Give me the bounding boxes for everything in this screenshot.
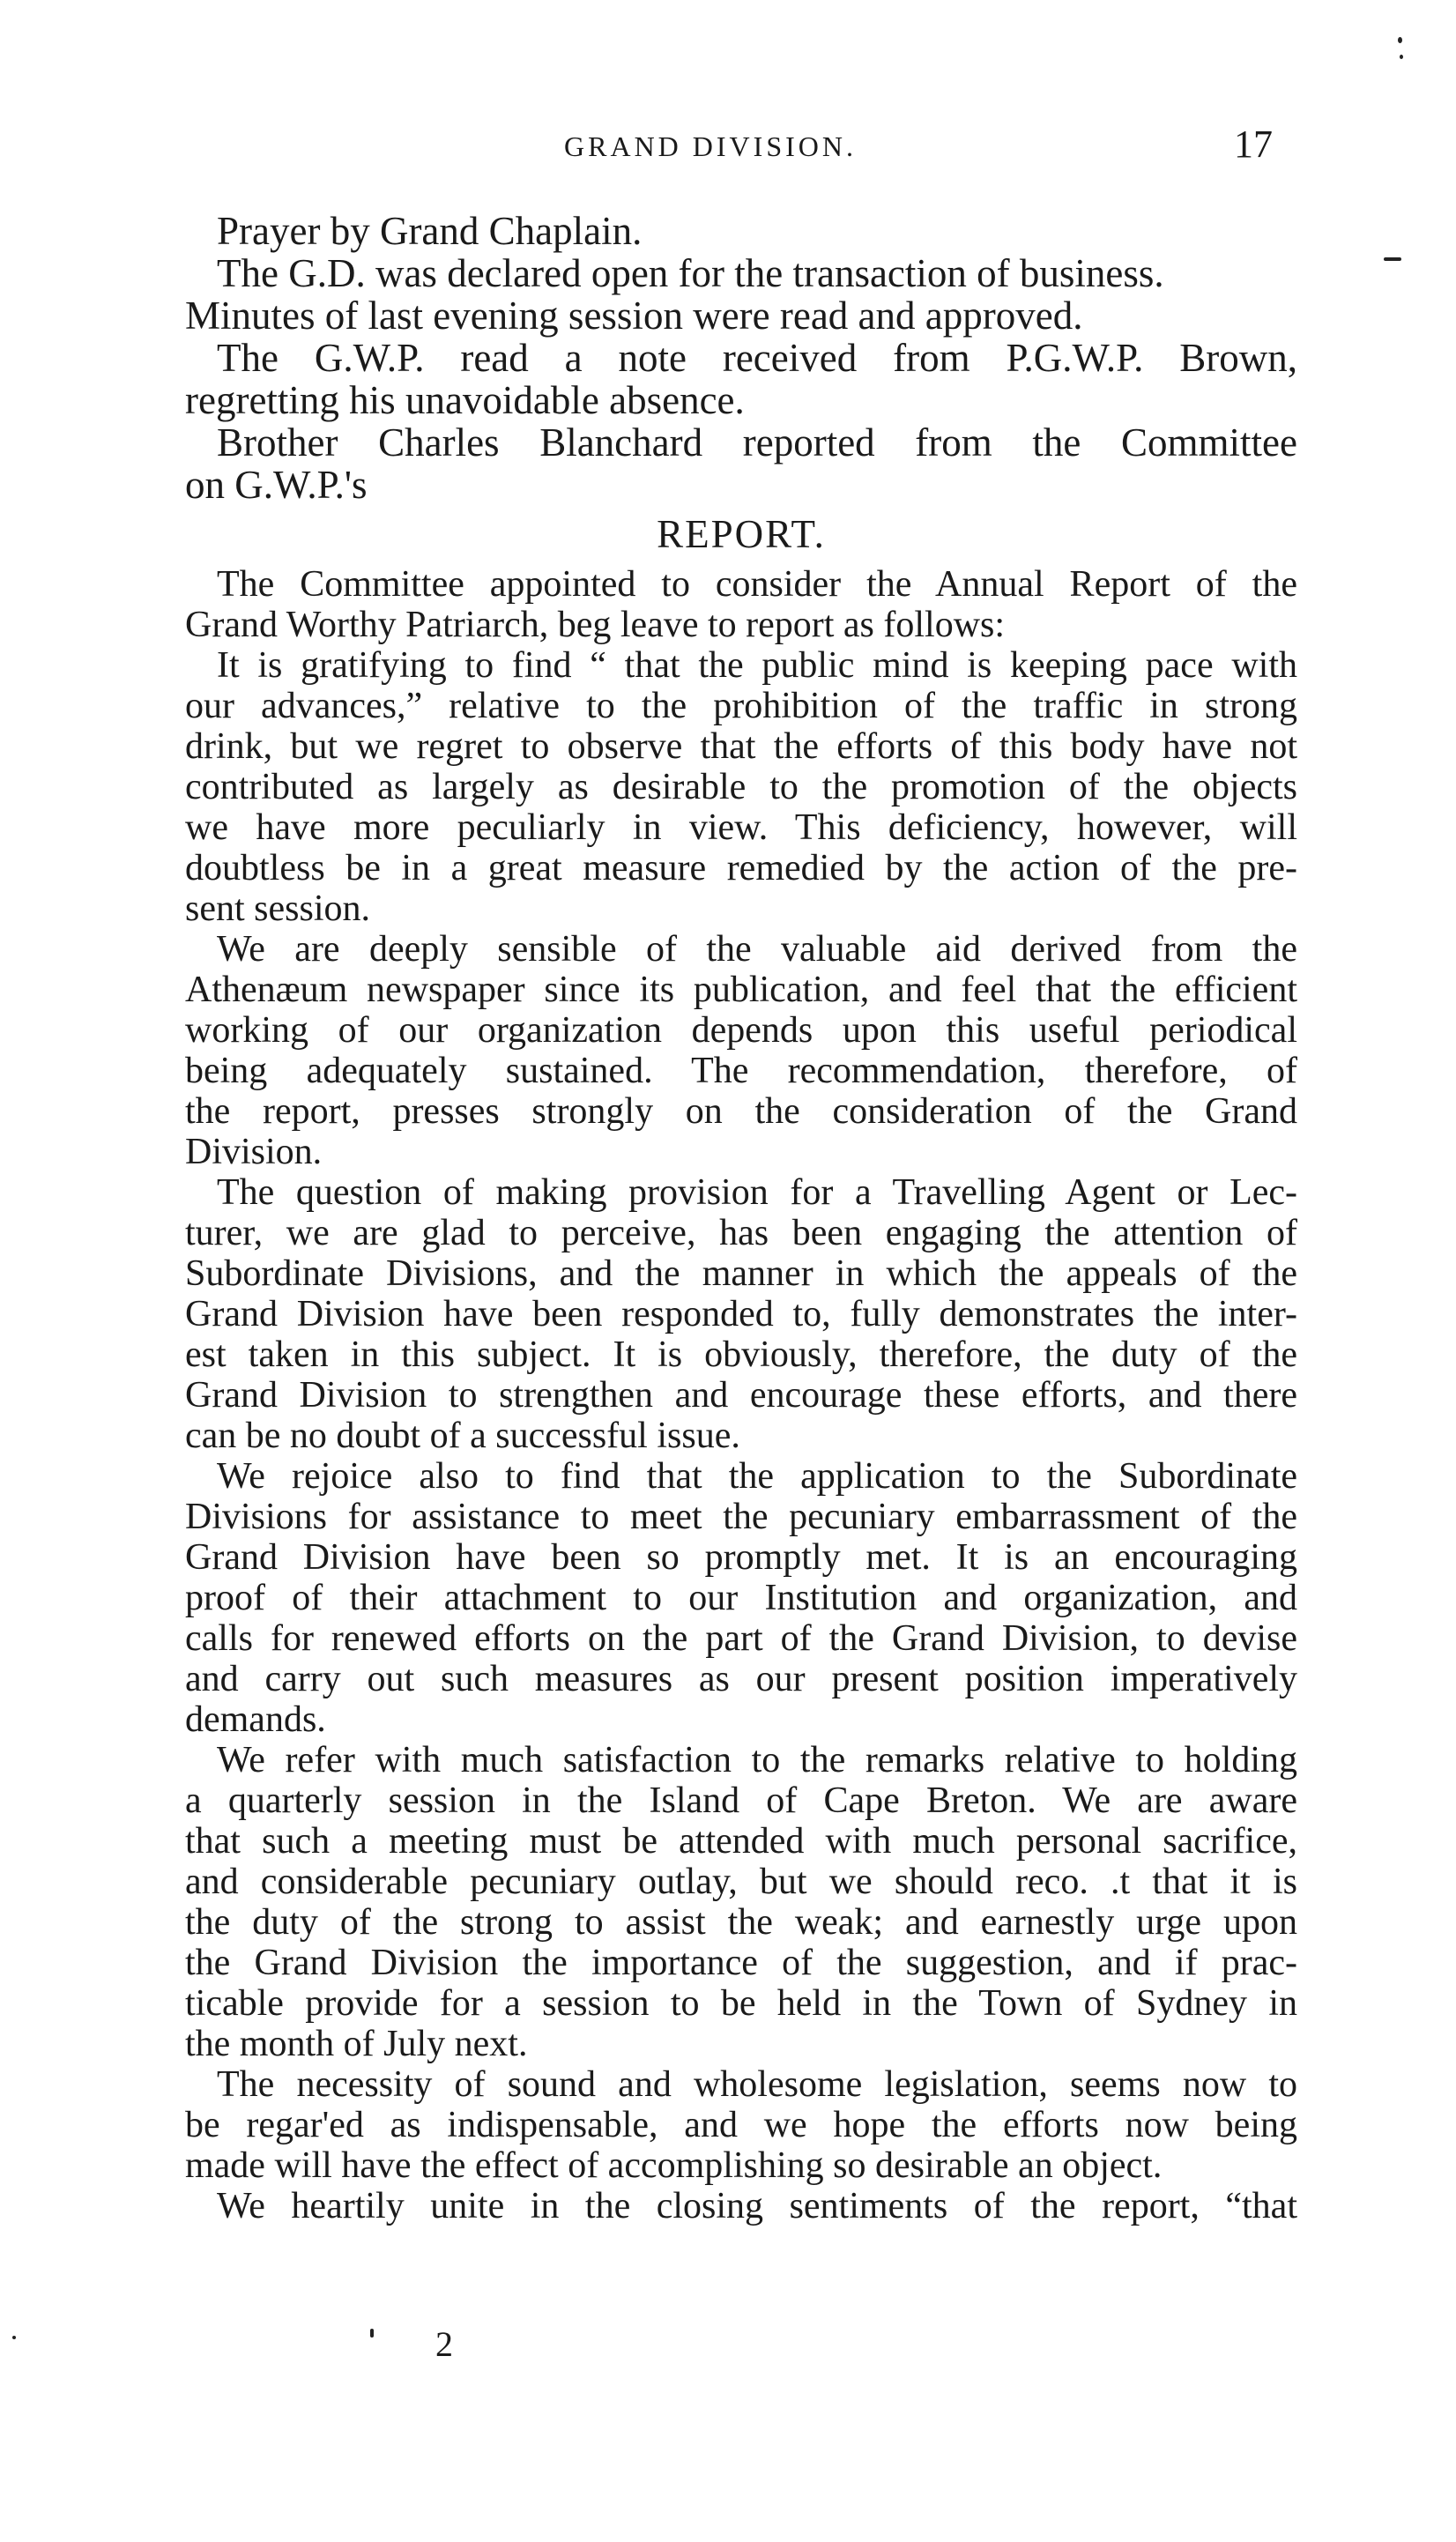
report-heading: REPORT. — [657, 512, 826, 556]
report-line: the Grand Division the importance of the suggestion, and if prac- — [185, 1943, 1297, 1983]
scan-speck — [1384, 257, 1401, 261]
report-line: Divisions for assistance to meet the pecuniary embarrassment of the — [185, 1497, 1297, 1537]
report-line: our advances,” relative to the prohibition of the traffic in strong — [185, 686, 1297, 726]
proceedings-line: The G.W.P. read a note received from P.G.W.P. Brown, — [217, 336, 1297, 380]
scan-speck — [12, 2336, 16, 2339]
report-line: We refer with much satisfaction to the remarks relative to holding — [217, 1740, 1297, 1780]
report-line: the month of July next. — [185, 2024, 528, 2064]
report-line: The necessity of sound and wholesome legislation, seems now to — [217, 2064, 1297, 2105]
report-line: made will have the effect of accomplishing so desirable an object. — [185, 2145, 1163, 2186]
report-line: working of our organization depends upon this useful periodical — [185, 1010, 1297, 1051]
report-line: Grand Division have been so promptly met. It is an encouraging — [185, 1537, 1297, 1578]
report-line: demands. — [185, 1699, 326, 1740]
report-line: proof of their attachment to our Institution and organization, and — [185, 1578, 1297, 1618]
report-line: Grand Division have been responded to, fully demonstrates the inter- — [185, 1294, 1297, 1334]
report-line: the duty of the strong to assist the weak; and earnestly urge upon — [185, 1902, 1297, 1943]
running-head: GRAND DIVISION. — [564, 130, 857, 162]
report-line: a quarterly session in the Island of Cape Breton. We are aware — [185, 1780, 1297, 1821]
report-line: being adequately sustained. The recommendation, therefore, of — [185, 1051, 1297, 1091]
report-line: Athenæum newspaper since its publication, and feel that the efficient — [185, 970, 1297, 1010]
scan-speck — [1400, 55, 1403, 59]
report-line: We are deeply sensible of the valuable aid derived from the — [217, 929, 1297, 970]
report-line: be regar'ed as indispensable, and we hope the efforts now being — [185, 2105, 1297, 2145]
report-line: contributed as largely as desirable to the promotion of the objects — [185, 767, 1297, 807]
report-line: turer, we are glad to perceive, has been engaging the attention of — [185, 1213, 1297, 1253]
report-line: the report, presses strongly on the consideration of the Grand — [185, 1091, 1297, 1132]
proceedings-line: regretting his unavoidable absence. — [185, 378, 745, 422]
report-line: ticable provide for a session to be held in the Town of Sydney in — [185, 1983, 1297, 2024]
report-line: est taken in this subject. It is obviously, therefore, the duty of the — [185, 1334, 1297, 1375]
report-line: doubtless be in a great measure remedied by the action of the pre- — [185, 848, 1297, 888]
proceedings-line: Brother Charles Blanchard reported from the Committee — [217, 420, 1297, 465]
report-line: We heartily unite in the closing sentiments of the report, “that — [217, 2186, 1297, 2226]
report-line: and carry out such measures as our present position imperatively — [185, 1659, 1297, 1699]
proceedings-line: Minutes of last evening session were read and approved. — [185, 294, 1083, 338]
report-line: can be no doubt of a successful issue. — [185, 1416, 740, 1456]
scan-speck — [1398, 37, 1402, 43]
body-text — [185, 210, 1297, 2226]
report-line: that such a meeting must be attended with much personal sacrifice, — [185, 1821, 1297, 1862]
report-line: Grand Division to strengthen and encourage these efforts, and there — [185, 1375, 1297, 1416]
report-line: Grand Worthy Patriarch, beg leave to report as follows: — [185, 605, 1006, 645]
signature-mark: 2 — [435, 2324, 453, 2364]
report-line: and considerable pecuniary outlay, but we should reco. .t that it is — [185, 1862, 1297, 1902]
report-line: calls for renewed efforts on the part of the Grand Division, to devise — [185, 1618, 1297, 1659]
scan-speck — [370, 2329, 374, 2338]
report-line: We rejoice also to find that the application to the Subordinate — [217, 1456, 1297, 1497]
report-line: The question of making provision for a Travelling Agent or Lec- — [217, 1172, 1297, 1213]
report-line: we have more peculiarly in view. This deficiency, however, will — [185, 807, 1297, 848]
report-line: Division. — [185, 1132, 323, 1172]
report-line: drink, but we regret to observe that the efforts of this body have not — [185, 726, 1297, 767]
proceedings-line: Prayer by Grand Chaplain. — [217, 209, 643, 253]
proceedings-line: on G.W.P.'s — [185, 463, 368, 507]
proceedings-line: The G.D. was declared open for the transaction of business. — [217, 251, 1164, 295]
report-line: It is gratifying to find “ that the public mind is keeping pace with — [217, 645, 1297, 686]
page-number: 17 — [1234, 123, 1273, 166]
report-line: The Committee appointed to consider the Annual Report of the — [217, 564, 1297, 605]
report-line: sent session. — [185, 888, 370, 929]
report-line: Subordinate Divisions, and the manner in which the appeals of the — [185, 1253, 1297, 1294]
